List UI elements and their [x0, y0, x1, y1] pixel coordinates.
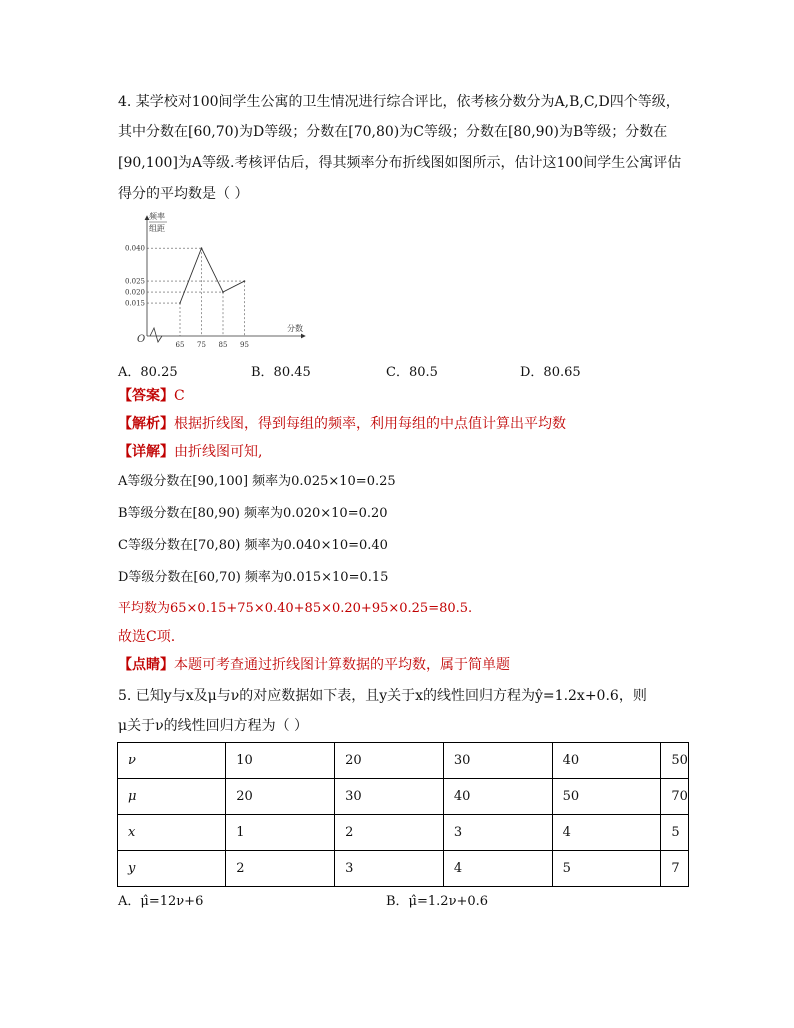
step-a: A等级分数在[90,100] 频率为0.025×10=0.25: [118, 474, 396, 489]
table-row-header: y: [118, 851, 226, 887]
table-row-header: x: [118, 815, 226, 851]
table-row: [118, 815, 689, 851]
y-tick-label: 0.040: [124, 244, 145, 253]
table-cell: 20: [335, 743, 444, 779]
table-cell: 20: [226, 779, 335, 815]
answer-line: [118, 386, 185, 406]
q4-option-c: C．80.5: [386, 365, 438, 380]
table-cell: 5: [552, 851, 661, 887]
comment-text: 本题可考查通过折线图计算数据的平均数，属于简单题: [174, 657, 510, 673]
detail-tag: 【详解】: [118, 444, 174, 460]
data-point: [179, 302, 181, 304]
data-table: [117, 742, 689, 887]
q4-option-a: A．80.25: [118, 365, 178, 380]
detail-text: 由折线图可知,: [174, 444, 263, 460]
x-axis-label: 分数: [287, 324, 303, 333]
table-row: [118, 779, 689, 815]
series-line: [180, 248, 245, 303]
q4-line-3: [90,100]为A等级.考核评估后，得其频率分布折线图如图所示，估计这100间学生公寓评估: [118, 155, 682, 171]
table-cell: 30: [443, 743, 552, 779]
frequency-polygon-chart: [115, 212, 315, 362]
x-tick-label: 85: [218, 341, 228, 349]
analysis-tag: 【解析】: [118, 416, 174, 432]
x-tick-label: 95: [240, 341, 249, 349]
data-point: [222, 291, 224, 293]
q5-option-b: B．μ̂=1.2ν+0.6: [386, 894, 489, 909]
table-cell: 40: [443, 779, 552, 815]
y-tick-label: 0.025: [124, 277, 145, 286]
y-label-top: 频率: [149, 212, 165, 221]
y-tick-label: 0.015: [124, 299, 145, 308]
table-cell: 30: [335, 779, 444, 815]
q4-line-4: 得分的平均数是（ ）: [118, 186, 249, 202]
table-cell: 2: [226, 851, 335, 887]
step-d: D等级分数在[60,70) 频率为0.015×10=0.15: [118, 570, 389, 585]
analysis-text: 根据折线图，得到每组的频率，利用每组的中点值计算出平均数: [174, 416, 566, 432]
x-tick-label: 65: [175, 341, 185, 349]
q4-line-1: 4. 某学校对100间学生公寓的卫生情况进行综合评比，依考核分数分为A,B,C,D四个等级，: [118, 94, 680, 110]
x-tick-label: 75: [197, 341, 206, 349]
q5-line-2: μ关于ν的线性回归方程为（ ）: [118, 718, 309, 734]
data-point: [201, 247, 203, 249]
table-cell: 1: [226, 815, 335, 851]
step-b: B等级分数在[80,90) 频率为0.020×10=0.20: [118, 506, 388, 521]
table-cell: 7: [661, 851, 689, 887]
table-row-header: μ: [118, 779, 226, 815]
mean-line: 平均数为65×0.15+75×0.40+85×0.20+95×0.25=80.5.: [118, 601, 473, 616]
data-point: [244, 280, 246, 282]
table-cell: 50: [552, 779, 661, 815]
detail-line: [118, 442, 262, 462]
table-row: [118, 743, 689, 779]
q4-option-d: D．80.65: [520, 365, 581, 380]
q4-option-b: B．80.45: [251, 365, 311, 380]
choose-line: 故选C项.: [118, 629, 176, 645]
table-cell: 5: [661, 815, 689, 851]
table-cell: 70: [661, 779, 689, 815]
table-cell: 40: [552, 743, 661, 779]
y-tick-label: 0.020: [124, 288, 145, 297]
table-row: [118, 851, 689, 887]
table-cell: 50: [661, 743, 689, 779]
table-cell: 3: [443, 815, 552, 851]
table-cell: 3: [335, 851, 444, 887]
step-c: C等级分数在[70,80) 频率为0.040×10=0.40: [118, 538, 388, 553]
table-row-header: ν: [118, 743, 226, 779]
comment-line: [118, 655, 510, 675]
axis-break: [150, 328, 162, 342]
table-cell: 4: [443, 851, 552, 887]
table-cell: 4: [552, 815, 661, 851]
q5-line-1: 5. 已知y与x及μ与ν的对应数据如下表，且y关于x的线性回归方程为ŷ=1.2x+0.6，则: [118, 688, 647, 704]
analysis-line: [118, 414, 566, 434]
q5-option-a: A．μ̂=12ν+6: [118, 894, 204, 909]
q4-line-2: 其中分数在[60,70)为D等级；分数在[70,80)为C等级；分数在[80,90)为B等级；分数在: [118, 124, 668, 140]
y-label-bottom: 组距: [149, 224, 165, 233]
table-cell: 2: [335, 815, 444, 851]
answer-tag: 【答案】: [118, 388, 174, 404]
table-cell: 10: [226, 743, 335, 779]
comment-tag: 【点睛】: [118, 657, 174, 673]
origin-label: O: [137, 334, 146, 345]
answer-value: C: [174, 388, 185, 404]
